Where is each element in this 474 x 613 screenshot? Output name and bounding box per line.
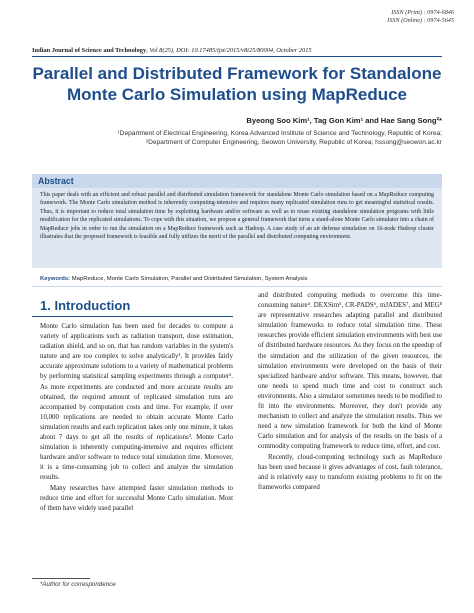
header-rule [32,56,442,57]
paper-title-line2: Monte Carlo Simulation using MapReduce [66,85,408,104]
right-column [258,291,442,493]
keywords-text: MapReduce, Monte Carlo Simulation, Parallel and Distributed Simulation, System Analysis [70,276,308,282]
affiliation-2: ²Department of Computer Engineering, Seowon University, Republic of Korea; hssong@seowon.ac.kr [145,139,442,146]
keywords [40,276,440,282]
affiliation-1: ¹Department of Electrical Engineering, Korea Advanced Institute of Science and Technology, Republic of Korea; [117,130,442,137]
keywords-rule [32,286,442,287]
issn-print: ISSN (Print) : 0974-6846 [391,9,454,16]
section-rule [32,316,233,317]
section-title: 1. Introduction [40,298,131,313]
authors: Byeong Soo Kim¹, Tag Gon Kim¹ and Hae Sang Song²* [246,116,442,125]
footnote: *Author for correspondence [40,581,116,588]
abstract-text: This paper deals with an efficient and robust parallel and distributed simulation framework for standalone Monte Carlo simulation based on a MapReduce computing framework. The Monte Carlo simulation method is inherently computing-intensive and requires many replicated simulation runs to get meaningful statistical results. Thus, it is important to reduce total simulation time by exploiting hardware and/or software as well as to reuse existing standalone simulation programs with little modification for the replicated simulations. To cope with this situation, we propose a general framework that turns a stand-alone Monte Carlo simulator into a chain of MapReduce jobs in order to run the simulation on a MapReduce framework such as Hadoop. A case study of an air defense simulation on 16-node Hadoop cluster illustrates that the proposed framework is feasible and fully utilizes the merit of the parallel and distributed computing environment. [40,192,434,241]
journal-citation [32,47,312,54]
paper-title-line1: Parallel and Distributed Framework for Standalone [32,64,442,83]
journal-details: , Vol 8(25), DOI: 10.17485/ijst/2015/v8i25/80004, October 2015 [146,47,312,54]
paragraph: Recently, cloud-computing technology such as MapReduce has been used because it gives advantages of cost, fault tolerance, and is relatively easy to transform existing problems to fit on the frameworks compared [258,453,442,491]
issn-online: ISSN (Online) : 0974-5645 [387,17,454,24]
journal-name: Indian Journal of Science and Technology [32,47,147,54]
abstract-heading: Abstract [38,176,74,186]
paragraph: Monte Carlo simulation has been used for decades to compute a variety of applications such as radiation transport, dose estimation, radiation shield, and so on, that has random variables in the system's nature and are too complex to solve analytically¹. It provides fairly accurate approximate solutions to a variety of mathematical problems by performing statistical sampling experiments through a computer². As more experiments are conducted and more accurate results are obtained, the required amount of replicated simulation runs are accompanied by computation costs and time. For example, if over 10,000 replications are needed to obtain accurate Monte Carlo simulation results and each replication takes only one minute, it takes about 7 days to get all the results of replications³. Monte Carlo simulation is inherently computing-intensive and requires efficient hardware and/or software to reduce total simulation time. Moreover, it is a time-consuming job to collect and analyze the simulation results. [40,323,233,482]
footnote-rule [32,578,90,579]
keywords-label: Keywords: [40,276,71,282]
abstract-header-bar [32,174,442,188]
paragraph: and distributed computing methods to overcome this time-consuming nature⁴. DEXSim⁵, CR-PADS⁶, mJADES⁷, and MEG⁸ are representative researches adapting parallel and distributed simulation frameworks to reduce total simulation time. These researches provide efficient simulation environments with best use of distributed hardware resources. As they focus on the speedup of the simulation and the utilization of the given resources, the simulation environments were developed on the basis of their specialized hardware and/or software. This means, however, that one needs to spend much time and cost to construct such environments. Also a simulator sometimes needs to be modified to fit into the environments. Moreover, they don't provide any mechanism to collect and analyze the simulation results. Thus we need a new simulation framework for both the kind of Monte Carlo simulation and for analysis of the results on the basis of a commodity computing framework to reduce time, effort, and cost. [258,292,442,451]
left-column [40,322,233,514]
paragraph: Many researches have attempted faster simulation methods to reduce time and effort for successful Monte Carlo simulation. Most of them have widely used parallel [40,484,233,512]
